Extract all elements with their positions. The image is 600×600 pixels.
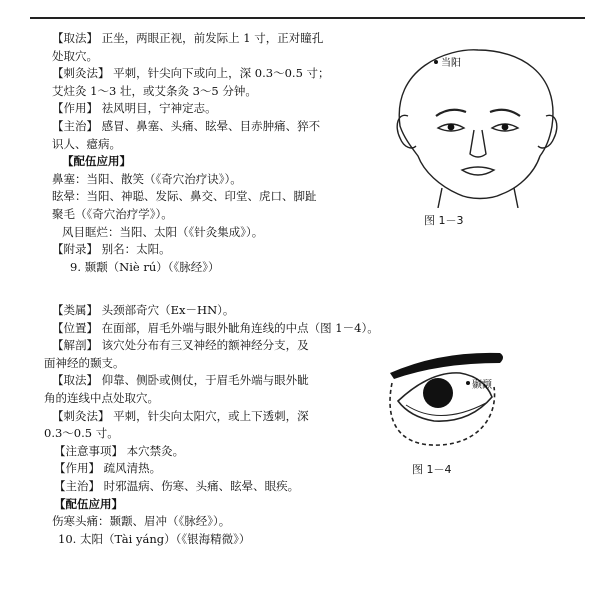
eye-figure <box>380 343 580 453</box>
text-line: 鼻塞：当阳、散笑（《奇穴治疗诀》）。 <box>52 171 242 186</box>
eyebrow <box>390 353 503 379</box>
text-line: 聚毛（《奇穴治疗学》）。 <box>52 206 173 221</box>
mouth <box>462 167 494 175</box>
text-line: 【主治】 时邪温病、伤寒、头痛、眩晕、眼疾。 <box>54 478 300 493</box>
text-line: 【类属】 头颈部奇穴（Ex－HN）。 <box>52 303 235 317</box>
figure-caption-1: 图 1－3 <box>424 214 464 227</box>
right-pupil <box>502 124 509 131</box>
iris <box>423 378 453 408</box>
section-heading: 10. 太阳（Tài yáng）（《银海精微》） <box>58 531 251 546</box>
text-line: 面神经的颞支。 <box>44 355 125 370</box>
text-column-bottom <box>44 302 379 548</box>
acupoint-marker <box>434 60 438 64</box>
text-line: 【注意事项】 本穴禁灸。 <box>54 443 185 458</box>
text-line: 【取法】 正坐，两眼正视，前发际上 1 寸，正对瞳孔 <box>52 31 324 45</box>
text-line: 【取法】 仰靠、侧卧或侧仗，于眉毛外端与眼外眦 <box>52 373 309 388</box>
head-figure <box>378 38 578 208</box>
text-line: 【作用】 疏风清热。 <box>54 461 162 476</box>
acupoint-label: 颞颥 <box>472 380 492 391</box>
head-outline <box>399 50 553 199</box>
text-line: 【主治】 感冒、鼻塞、头痛、眩晕、目赤肿痛、猝不 <box>52 118 321 133</box>
text-column-top <box>52 30 382 276</box>
text-line: 风目眶烂：当阳、太阳（《针灸集成》）。 <box>62 224 264 239</box>
text-line: 【刺灸法】 平刺，针尖向太阳穴，或上下透刺，深 <box>52 408 309 423</box>
text-line: 【刺灸法】 平刺，针尖向下或向上，深 0.3～0.5 寸； <box>52 66 330 81</box>
nose <box>470 130 486 157</box>
left-pupil <box>448 124 455 131</box>
text-line: 【解剖】 该穴处分布有三叉神经的额神经分支，及 <box>52 338 309 353</box>
text-line: 艾炷灸 1～3 壮，或艾条灸 3～5 分钟。 <box>52 83 257 98</box>
text-line: 【作用】 祛风明目，宁神定志。 <box>52 101 217 116</box>
text-line: 处取穴。 <box>52 48 98 63</box>
acupoint-label: 当阳 <box>441 58 461 69</box>
text-line: 【位置】 在面部，眉毛外端与眼外眦角连线的中点（图 1－4）。 <box>52 320 379 335</box>
text-line: 眩晕：当阳、神聪、发际、鼻交、印堂、虎口、脚趾 <box>52 189 317 204</box>
text-line: 0.3～0.5 寸。 <box>44 426 119 441</box>
left-brow <box>436 110 466 116</box>
top-rule <box>30 17 585 19</box>
section-heading: 9. 颞颥（Niè rú）（《脉经》） <box>70 259 220 274</box>
figure-caption-2: 图 1－4 <box>412 463 452 476</box>
text-line: 伤寒头痛：颞颥、眉冲（《脉经》）。 <box>52 514 231 529</box>
text-line: 角的连线中点处取穴。 <box>44 390 159 405</box>
text-line: 【配伍应用】 <box>54 496 123 511</box>
text-line: 【附录】 别名：太阳。 <box>52 242 171 257</box>
acupoint-marker <box>466 381 470 385</box>
text-line: 识人、癔病。 <box>52 136 121 151</box>
text-line: 【配伍应用】 <box>62 154 131 169</box>
right-brow <box>490 110 520 116</box>
